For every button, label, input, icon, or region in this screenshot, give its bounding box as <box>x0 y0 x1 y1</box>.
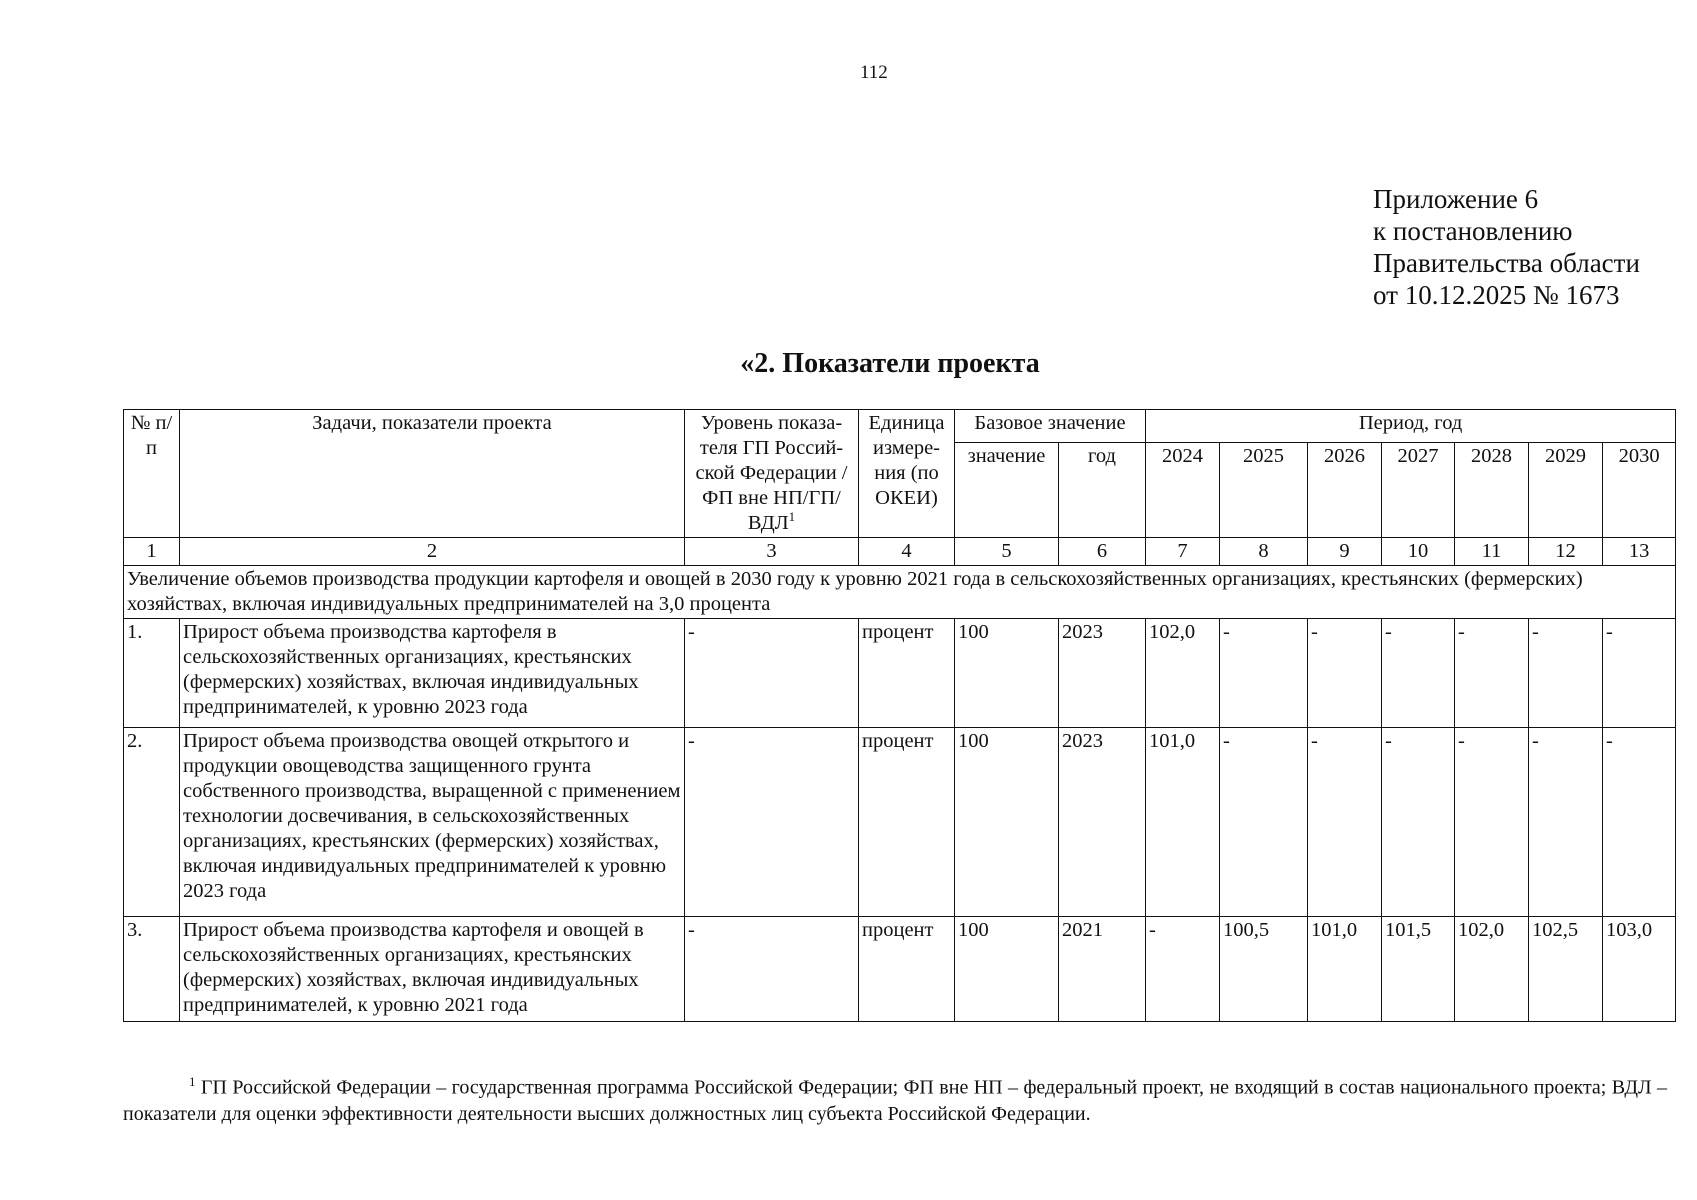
column-number: 9 <box>1308 538 1382 566</box>
row-value-2025: 100,5 <box>1220 917 1308 1022</box>
footnote <box>123 1069 1667 1127</box>
row-value-2029: - <box>1529 619 1603 728</box>
header-year-2025: 2025 <box>1220 443 1308 538</box>
section-title: «2. Показатели проекта <box>740 348 1040 379</box>
header-period: Период, год <box>1146 410 1676 443</box>
column-number: 7 <box>1146 538 1220 566</box>
appendix-line-1: Приложение 6 <box>1373 184 1539 214</box>
appendix-line-3: Правительства области <box>1373 248 1640 278</box>
header-num: № п/п <box>124 410 180 538</box>
row-value-2024: - <box>1146 917 1220 1022</box>
row-unit: процент <box>859 728 955 917</box>
row-indicator-name: Прирост объема производства картофеля в сельскохозяйственных организациях, крестьянских (фермерских) хозяйствах, включая индивидуальных предпринимателей, к уровню 2023 года <box>180 619 685 728</box>
row-base-year: 2021 <box>1059 917 1146 1022</box>
row-value-2029: 102,5 <box>1529 917 1603 1022</box>
row-value-2027: - <box>1382 619 1455 728</box>
row-level: - <box>685 917 859 1022</box>
page-number: 112 <box>860 62 888 83</box>
row-num: 3. <box>124 917 180 1022</box>
row-value-2029: - <box>1529 728 1603 917</box>
footnote-text: ГП Российской Федерации – государственная программа Российской Федерации; ФП вне НП – федеральный проект, не входящий в состав национального проекта; ВДЛ – показатели для оценки эффективности деятельности высших должностных лиц субъекта Российской Федерации. <box>123 1076 1667 1125</box>
row-value-2028: - <box>1455 728 1529 917</box>
appendix-line-2: к постановлению <box>1373 216 1573 246</box>
row-num: 2. <box>124 728 180 917</box>
row-num: 1. <box>124 619 180 728</box>
row-value-2027: - <box>1382 728 1455 917</box>
header-base-year: год <box>1059 443 1146 538</box>
appendix-line-4: от 10.12.2025 № 1673 <box>1373 280 1620 310</box>
header-tasks: Задачи, показатели проекта <box>180 410 685 538</box>
table-row <box>124 619 1676 728</box>
column-number: 11 <box>1455 538 1529 566</box>
row-unit: процент <box>859 619 955 728</box>
table-row <box>124 917 1676 1022</box>
header-year-2029: 2029 <box>1529 443 1603 538</box>
header-year-2024: 2024 <box>1146 443 1220 538</box>
row-value-2030: - <box>1603 728 1676 917</box>
appendix-block <box>1373 183 1640 311</box>
row-indicator-name: Прирост объема производства картофеля и овощей в сельскохозяйственных организациях, крестьянских (фермерских) хозяйствах, включая индивидуальных предпринимателей, к уровню 2021 года <box>180 917 685 1022</box>
row-base-value: 100 <box>955 917 1059 1022</box>
row-value-2024: 101,0 <box>1146 728 1220 917</box>
row-value-2028: - <box>1455 619 1529 728</box>
header-year-2028: 2028 <box>1455 443 1529 538</box>
row-base-value: 100 <box>955 728 1059 917</box>
goal-row <box>124 566 1676 619</box>
header-year-2030: 2030 <box>1603 443 1676 538</box>
header-row-1 <box>124 410 1676 443</box>
table-row <box>124 728 1676 917</box>
row-value-2027: 101,5 <box>1382 917 1455 1022</box>
header-base: Базовое значение <box>955 410 1146 443</box>
footnote-marker: 1 <box>189 1074 196 1089</box>
column-number: 8 <box>1220 538 1308 566</box>
column-number: 2 <box>180 538 685 566</box>
row-value-2026: - <box>1308 619 1382 728</box>
row-unit: процент <box>859 917 955 1022</box>
row-value-2025: - <box>1220 619 1308 728</box>
header-year-2026: 2026 <box>1308 443 1382 538</box>
column-number: 3 <box>685 538 859 566</box>
goal-text: Увеличение объемов производства продукции картофеля и овощей в 2030 году к уровню 2021 года в сельскохозяйственных организациях, крестьянских (фермерских) хозяйствах, включая индивидуальных предпринимателей на 3,0 процента <box>124 566 1676 619</box>
header-base-value: значение <box>955 443 1059 538</box>
row-value-2030: 103,0 <box>1603 917 1676 1022</box>
column-number: 12 <box>1529 538 1603 566</box>
column-number: 13 <box>1603 538 1676 566</box>
row-level: - <box>685 728 859 917</box>
row-value-2030: - <box>1603 619 1676 728</box>
column-number: 10 <box>1382 538 1455 566</box>
column-number: 1 <box>124 538 180 566</box>
row-level: - <box>685 619 859 728</box>
header-year-2027: 2027 <box>1382 443 1455 538</box>
row-value-2024: 102,0 <box>1146 619 1220 728</box>
row-base-year: 2023 <box>1059 619 1146 728</box>
row-value-2028: 102,0 <box>1455 917 1529 1022</box>
row-indicator-name: Прирост объема производства овощей открытого и продукции овощеводства защищенного грунта собственного производства, выращенной с применением технологии досвечивания, в сельскохозяйственных организациях, крестьянских (фермерских) хозяйствах, включая индивидуальных предпринимателей к уровню 2023 года <box>180 728 685 917</box>
row-value-2025: - <box>1220 728 1308 917</box>
row-value-2026: - <box>1308 728 1382 917</box>
row-base-value: 100 <box>955 619 1059 728</box>
header-level-text: Уровень показа-теля ГП Россий-ской Федерации / ФП вне НП/ГП/ ВДЛ <box>695 412 848 534</box>
header-unit: Единица измере-ния (по ОКЕИ) <box>859 410 955 538</box>
row-value-2026: 101,0 <box>1308 917 1382 1022</box>
indicators-table <box>123 409 1676 1022</box>
column-number-row <box>124 538 1676 566</box>
column-number: 5 <box>955 538 1059 566</box>
row-base-year: 2023 <box>1059 728 1146 917</box>
column-number: 4 <box>859 538 955 566</box>
column-number: 6 <box>1059 538 1146 566</box>
header-level-footnote-mark: 1 <box>788 509 796 525</box>
header-level <box>685 410 859 538</box>
